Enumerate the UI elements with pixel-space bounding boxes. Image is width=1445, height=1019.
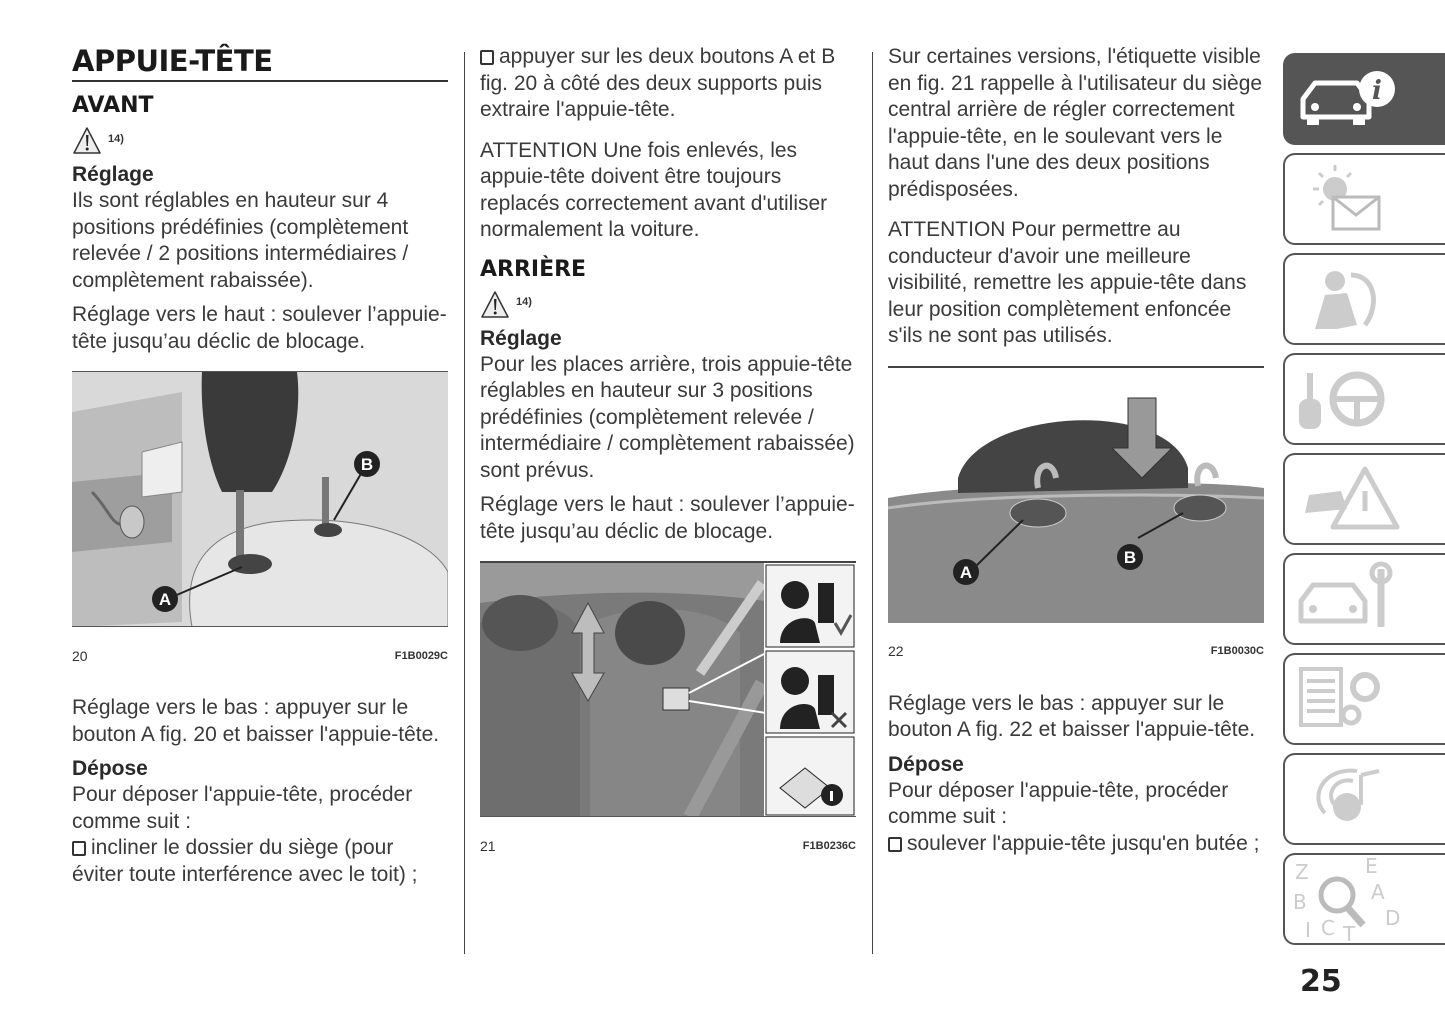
bullet-text: appuyer sur les deux boutons A et B fig. 20 à côté des deux supports puis extraire l'appuie-tête.	[480, 45, 836, 121]
safety-airbag-icon	[1285, 255, 1435, 343]
figure-number: 21	[480, 837, 496, 854]
column-divider	[872, 52, 873, 954]
paragraph: Ils sont réglables en hauteur sur 4 positions prédéfinies (complètement relevée / 2 positions intermédiaires / complètement rabaissée).	[72, 189, 409, 292]
figure-code: F1B0030C	[1210, 645, 1264, 657]
paragraph: ATTENTION Pour permettre au conducteur d'avoir une meilleure visibilité, remettre les appuie-tête dans leur position complètement enfoncée s'ils ne sont pas utilisés.	[888, 218, 1247, 347]
paragraph: Pour déposer l'appuie-tête, procéder comme suit :	[72, 783, 413, 833]
subheading-depose: Dépose	[72, 757, 148, 780]
tab-emergency[interactable]	[1283, 453, 1445, 545]
figure-number: 22	[888, 643, 904, 659]
figure-code: F1B0029C	[394, 649, 448, 662]
paragraph: Sur certaines versions, l'étiquette visible en fig. 21 rappelle à l'utilisateur du siège central arrière de régler correctement l'appuie-tête, en le soulevant vers le haut dans l'une des deux positions prédisposées.	[888, 45, 1263, 201]
car-info-icon	[1285, 55, 1435, 143]
index-letter: T	[1343, 922, 1356, 943]
figure-label-a: A	[158, 590, 172, 609]
paragraph: Pour les places arrière, trois appuie-tête réglables en hauteur sur 3 positions prédéfinies (complètement relevée / intermédiaire / complètement rabaissée) sont prévus.	[480, 352, 855, 482]
bullet-item	[72, 835, 448, 888]
key-steering-icon	[1285, 355, 1435, 443]
warning-triangle-icon	[480, 290, 510, 320]
bullet-text: soulever l'appuie-tête jusqu'en butée ;	[907, 831, 1260, 855]
rear-headrest-removal-illustration	[888, 368, 1264, 623]
checkbox-bullet-icon	[480, 50, 494, 65]
tab-warning-lights[interactable]	[1283, 153, 1445, 245]
index-letter: A	[1371, 880, 1385, 904]
checkbox-bullet-icon	[888, 837, 902, 852]
figure-20	[72, 371, 448, 669]
figure-caption	[888, 638, 1264, 665]
index-letter: D	[1385, 906, 1401, 930]
tab-safety[interactable]	[1283, 253, 1445, 345]
bullet-text: incliner le dossier du siège (pour éviter toute interférence avec le toit) ;	[72, 836, 418, 886]
figure-21	[480, 561, 856, 859]
tab-car-info[interactable]	[1283, 53, 1445, 145]
index-letter: I	[1305, 918, 1311, 942]
section-heading-arriere: ARRIÈRE	[480, 256, 587, 282]
warning-ref-number: 14)	[108, 132, 124, 145]
tab-technical-data[interactable]	[1283, 653, 1445, 745]
checkbox-bullet-icon	[72, 841, 86, 856]
car-maintenance-icon	[1285, 555, 1435, 643]
page-number: 25	[1300, 964, 1342, 999]
subheading-depose: Dépose	[888, 752, 964, 776]
section-heading-avant: AVANT	[72, 93, 154, 118]
warning-triangle-icon	[72, 126, 102, 156]
subheading-reglage: Réglage	[480, 326, 562, 350]
paragraph: Réglage vers le haut : soulever l’appuie-tête jusqu’au déclic de blocage.	[480, 493, 855, 543]
figure-number: 20	[72, 647, 88, 664]
warning-lights-icon	[1285, 155, 1435, 243]
multimedia-icon	[1285, 755, 1435, 843]
column-divider	[464, 52, 465, 954]
column-3	[888, 44, 1264, 865]
bullet-item	[888, 831, 1264, 858]
figure-code: F1B0236C	[802, 839, 856, 852]
paragraph: Pour déposer l'appuie-tête, procéder comme suit :	[888, 778, 1229, 828]
info-letter: i	[1372, 76, 1382, 106]
tab-multimedia[interactable]	[1283, 753, 1445, 845]
warning-ref-number: 14)	[516, 296, 532, 309]
page-title: APPUIE-TÊTE	[72, 44, 448, 82]
column-2	[480, 44, 856, 859]
bullet-item	[480, 44, 856, 124]
index-letter: B	[1293, 890, 1307, 914]
subheading-reglage: Réglage	[72, 163, 154, 186]
figure-caption	[72, 643, 448, 670]
figure-caption	[480, 833, 856, 860]
warning-reference	[72, 124, 448, 158]
index-icon	[1285, 855, 1435, 943]
paragraph: Réglage vers le bas : appuyer sur le bouton A fig. 20 et baisser l'appuie-tête.	[72, 696, 440, 746]
figure-22	[888, 366, 1264, 665]
warning-reference	[480, 288, 856, 322]
tab-maintenance[interactable]	[1283, 553, 1445, 645]
tab-starting-driving[interactable]	[1283, 353, 1445, 445]
index-letter: E	[1365, 855, 1378, 878]
paragraph: Réglage vers le bas : appuyer sur le bouton A fig. 22 et baisser l'appuie-tête.	[888, 691, 1256, 741]
tab-index[interactable]	[1283, 853, 1445, 945]
paragraph: ATTENTION Une fois enlevés, les appuie-tête doivent être toujours replacés correctement avant d'utiliser normalement la voiture.	[480, 138, 828, 241]
emergency-icon	[1285, 455, 1435, 543]
index-letter: C	[1321, 916, 1335, 940]
figure-label-b: B	[1123, 547, 1137, 567]
paragraph: Réglage vers le haut : soulever l’appuie-tête jusqu’au déclic de blocage.	[72, 303, 447, 353]
figure-label-b: B	[360, 455, 374, 474]
technical-data-icon	[1285, 655, 1435, 743]
column-1	[72, 44, 448, 896]
front-headrest-illustration	[72, 372, 448, 627]
rear-seat-label-illustration	[480, 563, 856, 817]
figure-label-a: A	[959, 562, 973, 582]
index-letter: Z	[1295, 860, 1309, 884]
